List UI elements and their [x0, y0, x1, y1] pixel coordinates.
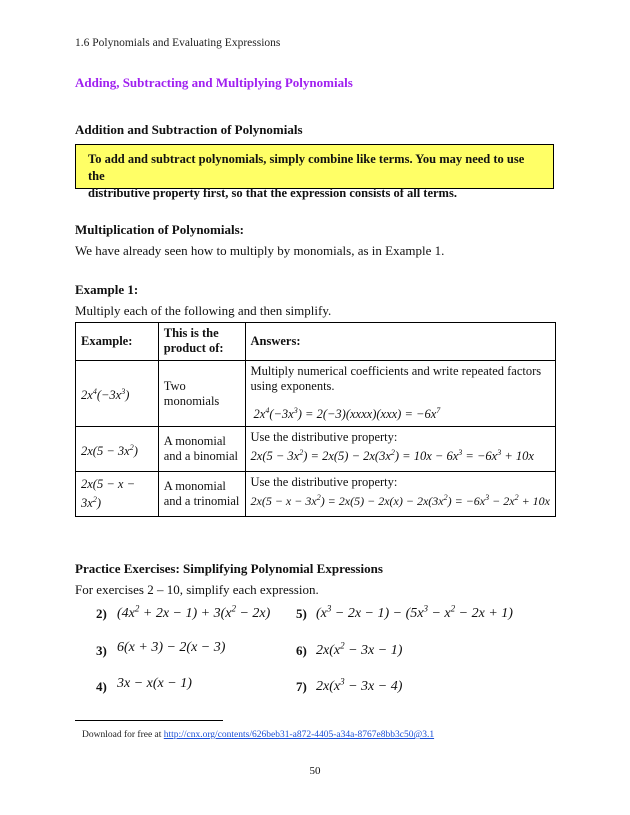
exercise-expression: $(4x^2 + 2x - 1) + 3(x^2 - 2x)$: [117, 603, 271, 621]
multiplication-heading: Multiplication of Polynomials:: [75, 222, 244, 237]
footnote-prefix: Download for free at: [82, 730, 164, 740]
product-of-cell: A monomial and a binomial: [158, 427, 245, 472]
exercise-expression: 3x − x(x − 1): [117, 676, 192, 691]
table-row: [76, 361, 556, 427]
exercise-label: 4): [96, 679, 107, 694]
exercise-label: 7): [296, 679, 307, 694]
product-of-cell: A monomial and a trinomial: [158, 472, 245, 517]
table-row: [76, 472, 556, 517]
exercise-label: 3): [96, 643, 107, 658]
exercise-label: 5): [296, 606, 307, 621]
table-row: [76, 427, 556, 472]
answer-cell: [245, 361, 555, 427]
answer-cell: [245, 427, 555, 472]
answer-math: $2x^4(-3x^3)$ = 2(−3)(xxxx)(xxx) = $-6x^7$: [253, 406, 441, 422]
callout-line-2: distributive property first, so that the expression consists of all terms.: [88, 186, 457, 200]
col-header-example: Example:: [76, 323, 159, 361]
page-number: 50: [309, 765, 321, 777]
callout-line-1: To add and subtract polynomials, simply combine like terms. You may need to use the: [88, 152, 525, 183]
example1-heading: Example 1:: [75, 282, 139, 297]
example1-instruction: Multiply each of the following and then simplify.: [75, 303, 332, 318]
answer-text: Use the distributive property:: [250, 475, 398, 489]
exercise-expression: $2x(x^2 - 3x - 1)$: [316, 640, 403, 658]
section-title: Adding, Subtracting and Multiplying Polynomials: [75, 75, 353, 90]
example-expression: $2x^4(-3x^3)$: [76, 361, 159, 427]
example-table: [75, 322, 556, 517]
exercise-label: 6): [296, 643, 307, 658]
example-expression: $2x(5 - 3x^2)$: [76, 427, 159, 472]
footnote-link[interactable]: http://cnx.org/contents/626beb31-a872-4405-a34a-8767e8bb3c50@3.1: [163, 730, 435, 740]
example-expression: $2x(5 - x - 3x^2)$: [76, 472, 159, 517]
footnote-divider: [75, 720, 223, 721]
col-header-answers: Answers:: [245, 323, 555, 361]
running-head: 1.6 Polynomials and Evaluating Expressions: [75, 37, 281, 49]
answer-math: $2x(5 - x - 3x^2) = 2x(5) - 2x(x) - 2x(3x^2) = -6x^3 - 2x^2 + 10x$: [250, 493, 550, 508]
exercise-expression: $(x^3 - 2x - 1) - (5x^3 - x^2 - 2x + 1)$: [316, 603, 513, 621]
exercise-expression: $2x(x^3 - 3x - 4)$: [316, 676, 403, 694]
footnote: [82, 730, 434, 740]
answer-cell: [245, 472, 555, 517]
multiplication-intro: We have already seen how to multiply by monomials, as in Example 1.: [75, 243, 445, 258]
answer-math: $2x(5 - 3x^2) = 2x(5) - 2x(3x^2) = 10x - 6x^3 = -6x^3 + 10x$: [250, 448, 534, 464]
col-header-product: This is the product of:: [158, 323, 245, 361]
callout-box: [75, 144, 554, 200]
practice-instruction: For exercises 2 – 10, simplify each expression.: [75, 582, 319, 597]
table-header-row: [76, 323, 556, 361]
answer-text: Use the distributive property:: [250, 430, 398, 444]
practice-heading: Practice Exercises: Simplifying Polynomial Expressions: [75, 561, 383, 576]
exercise-label: 2): [96, 606, 107, 621]
exercise-expression: 6(x + 3) − 2(x − 3): [117, 640, 226, 655]
answer-text: Multiply numerical coefficients and write repeated factors using exponents.: [250, 364, 542, 393]
addition-heading: Addition and Subtraction of Polynomials: [75, 122, 303, 137]
product-of-cell: Two monomials: [158, 361, 245, 427]
